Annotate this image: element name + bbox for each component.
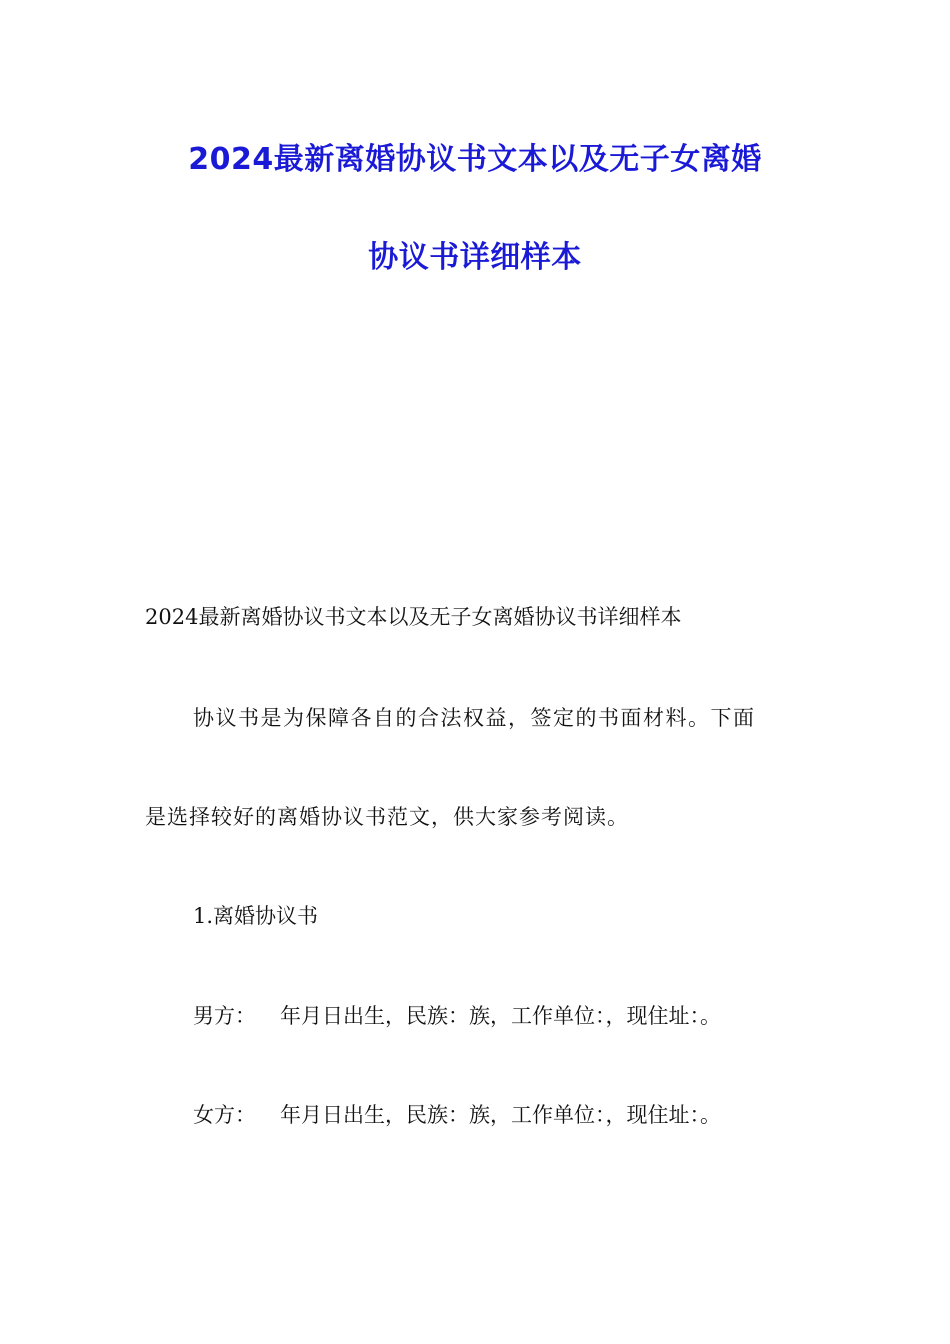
male-party-line: [193, 1003, 721, 1029]
male-party-details: 年月日出生，民族：族，工作单位：，现住址：。: [280, 1004, 721, 1028]
female-party-label: 女方：: [193, 1103, 256, 1127]
female-party-details: 年月日出生，民族：族，工作单位：，现住址：。: [280, 1103, 721, 1127]
intro-paragraph-line-1: 协议书是为保障各自的合法权益，签定的书面材料。下面: [193, 706, 756, 730]
document-title-line-1: 2024最新离婚协议书文本以及无子女离婚: [188, 142, 762, 177]
section-heading: 1.离婚协议书: [193, 904, 319, 928]
male-party-label: 男方：: [193, 1004, 256, 1028]
intro-paragraph-line-2: 是选择较好的离婚协议书范文，供大家参考阅读。: [145, 805, 629, 829]
document-subtitle: 2024最新离婚协议书文本以及无子女离婚协议书详细样本: [145, 605, 682, 629]
female-party-line: [193, 1102, 721, 1128]
document-title-line-2: 协议书详细样本: [368, 240, 582, 275]
